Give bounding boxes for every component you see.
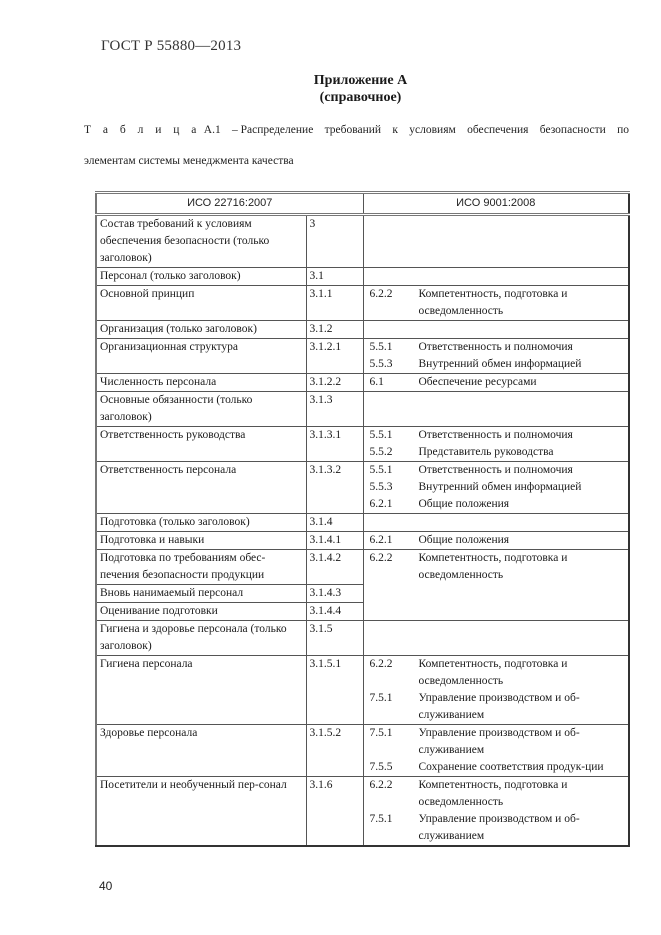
iso9001-mapping — [363, 462, 629, 514]
iso22716-clause: 3.1.3.1 — [306, 427, 363, 462]
iso9001-clause-list — [367, 462, 626, 513]
iso22716-clause: 3.1.3.2 — [306, 462, 363, 514]
requirement-name: Организационная структура — [96, 339, 306, 374]
iso9001-mapping — [363, 656, 629, 725]
iso9001-clause-list — [367, 532, 626, 549]
iso9001-clause-title: Общие положения — [418, 534, 510, 546]
table-row — [96, 392, 629, 427]
iso9001-clause-code: 7.5.1 — [369, 692, 393, 704]
table-row — [96, 725, 629, 777]
iso9001-clause-code: 5.5.3 — [369, 481, 393, 493]
iso9001-mapping — [363, 725, 629, 777]
iso9001-clause-list — [367, 550, 626, 584]
table-row — [96, 656, 629, 725]
iso22716-clause: 3.1.5.1 — [306, 656, 363, 725]
caption-word: обеспечения — [467, 124, 529, 136]
iso9001-clause-code: 6.2.2 — [369, 552, 393, 564]
iso22716-clause: 3.1.4.3 — [306, 585, 363, 603]
caption-word: по — [617, 124, 629, 136]
iso9001-clause-code: 5.5.3 — [369, 358, 393, 370]
iso9001-clause-code: 7.5.1 — [369, 813, 393, 825]
iso9001-clause-code: 5.5.1 — [369, 464, 393, 476]
requirement-name: Организация (только заголовок) — [96, 321, 306, 339]
table-row — [96, 215, 629, 268]
iso9001-mapping — [363, 215, 629, 268]
appendix-title: Приложение А — [313, 73, 408, 88]
iso9001-mapping — [363, 374, 629, 392]
iso9001-clause-title: Управление производством и об-служиванием — [418, 727, 580, 756]
requirement-name: Подготовка (только заголовок) — [96, 514, 306, 532]
iso9001-clause-list — [367, 656, 626, 724]
requirement-name: Ответственность персонала — [96, 462, 306, 514]
iso9001-clause-title: Ответственность и полномочия — [418, 464, 573, 476]
iso9001-clause-title: Сохранение соответствия продук-ции — [418, 761, 604, 773]
iso9001-clause-title: Общие положения — [418, 498, 510, 510]
iso22716-clause: 3.1.5 — [306, 621, 363, 656]
iso9001-clause-title: Внутренний обмен информацией — [418, 481, 582, 493]
iso9001-clause-title: Компетентность, подготовка и осведомленность — [418, 658, 568, 687]
table-row — [96, 321, 629, 339]
caption-word: – Распределение — [232, 124, 314, 136]
iso9001-mapping — [363, 268, 629, 286]
table-row — [96, 777, 629, 847]
iso22716-clause: 3.1.4.4 — [306, 603, 363, 621]
iso9001-clause-title: Управление производством и об-служиванием — [418, 813, 580, 842]
table-row — [96, 462, 629, 514]
table-row — [96, 514, 629, 532]
iso9001-clause-list — [367, 427, 626, 461]
iso22716-clause: 3.1.4 — [306, 514, 363, 532]
iso9001-clause-title: Ответственность и полномочия — [418, 341, 573, 353]
iso22716-clause: 3.1.2.2 — [306, 374, 363, 392]
caption-line-2: элементам системы менеджмента качества — [84, 155, 294, 167]
requirement-name: Персонал (только заголовок) — [96, 268, 306, 286]
iso9001-clause-list — [367, 339, 626, 373]
requirement-name: Состав требований к условиям обеспечения безопасности (только заголовок) — [96, 215, 306, 268]
table-header-row — [96, 193, 629, 215]
iso9001-clause-title: Внутренний обмен информацией — [418, 358, 582, 370]
caption-word: требований — [324, 124, 382, 136]
iso9001-clause-title: Управление производством и об-служиванием — [418, 692, 580, 721]
requirement-name: Подготовка и навыки — [96, 532, 306, 550]
requirement-name: Подготовка по требованиям обес-печения безопасности продукции — [96, 550, 306, 585]
iso9001-clause-list — [367, 374, 626, 391]
header-iso-22716: ИСО 22716:2007 — [96, 193, 363, 215]
iso9001-mapping — [363, 427, 629, 462]
iso9001-mapping — [363, 777, 629, 847]
iso9001-clause-title: Представитель руководства — [418, 446, 554, 458]
requirement-name: Ответственность руководства — [96, 427, 306, 462]
iso9001-clause-code: 6.2.1 — [369, 534, 393, 546]
document-code: ГОСТ Р 55880—2013 — [101, 38, 242, 54]
iso9001-clause-code: 6.2.1 — [369, 498, 393, 510]
requirement-name: Вновь нанимаемый персонал — [96, 585, 306, 603]
iso9001-mapping — [363, 392, 629, 427]
table-row — [96, 286, 629, 321]
requirements-table — [95, 191, 630, 847]
iso9001-clause-code: 7.5.5 — [369, 761, 393, 773]
page-number: 40 — [99, 879, 113, 893]
table-row — [96, 374, 629, 392]
appendix-heading — [0, 72, 661, 106]
iso9001-clause-list — [367, 286, 626, 320]
iso9001-clause-code: 5.5.1 — [369, 341, 393, 353]
table-row — [96, 427, 629, 462]
iso9001-clause-code: 6.2.2 — [369, 779, 393, 791]
iso9001-clause-code: 7.5.1 — [369, 727, 393, 739]
caption-word: к — [392, 124, 398, 136]
iso9001-mapping — [363, 621, 629, 656]
iso9001-mapping — [363, 286, 629, 321]
iso9001-clause-code: 6.1 — [369, 376, 384, 388]
iso9001-clause-title: Обеспечение ресурсами — [418, 376, 537, 388]
table-row — [96, 550, 629, 585]
appendix-subtitle: (справочное) — [319, 90, 402, 105]
iso22716-clause: 3.1.2.1 — [306, 339, 363, 374]
iso9001-clause-list — [367, 725, 626, 776]
iso22716-clause: 3.1.4.2 — [306, 550, 363, 585]
iso9001-clause-title: Компетентность, подготовка и осведомленность — [418, 288, 568, 317]
iso9001-clause-title: Компетентность, подготовка и осведомленность — [418, 779, 568, 808]
iso22716-clause: 3.1.4.1 — [306, 532, 363, 550]
iso9001-clause-code: 6.2.2 — [369, 658, 393, 670]
iso9001-mapping — [363, 532, 629, 550]
iso9001-clause-title: Компетентность, подготовка и осведомленность — [418, 552, 568, 581]
caption-label: Т а б л и ц а А.1 — [84, 124, 221, 136]
iso9001-clause-code: 5.5.1 — [369, 429, 393, 441]
table-row — [96, 339, 629, 374]
iso9001-clause-code: 5.5.2 — [369, 446, 393, 458]
requirement-name: Гигиена персонала — [96, 656, 306, 725]
requirement-name: Основной принцип — [96, 286, 306, 321]
iso9001-mapping — [363, 550, 629, 621]
requirement-name: Здоровье персонала — [96, 725, 306, 777]
iso22716-clause: 3.1.5.2 — [306, 725, 363, 777]
table-caption — [84, 124, 629, 167]
iso9001-mapping — [363, 321, 629, 339]
iso22716-clause: 3.1.2 — [306, 321, 363, 339]
requirement-name: Численность персонала — [96, 374, 306, 392]
caption-line-1 — [84, 124, 629, 136]
header-iso-9001: ИСО 9001:2008 — [363, 193, 629, 215]
iso9001-mapping — [363, 514, 629, 532]
iso22716-clause: 3.1 — [306, 268, 363, 286]
iso9001-clause-code: 6.2.2 — [369, 288, 393, 300]
iso22716-clause: 3 — [306, 215, 363, 268]
caption-word: условиям — [409, 124, 456, 136]
caption-word: безопасности — [539, 124, 606, 136]
requirement-name: Основные обязанности (только заголовок) — [96, 392, 306, 427]
iso22716-clause: 3.1.6 — [306, 777, 363, 847]
iso22716-clause: 3.1.3 — [306, 392, 363, 427]
iso9001-clause-list — [367, 777, 626, 845]
table-row — [96, 621, 629, 656]
requirement-name: Посетители и необученный пер-сонал — [96, 777, 306, 847]
iso9001-clause-title: Ответственность и полномочия — [418, 429, 573, 441]
table-row — [96, 532, 629, 550]
requirement-name: Оценивание подготовки — [96, 603, 306, 621]
requirement-name: Гигиена и здоровье персонала (только заголовок) — [96, 621, 306, 656]
iso9001-mapping — [363, 339, 629, 374]
iso22716-clause: 3.1.1 — [306, 286, 363, 321]
table-row — [96, 268, 629, 286]
